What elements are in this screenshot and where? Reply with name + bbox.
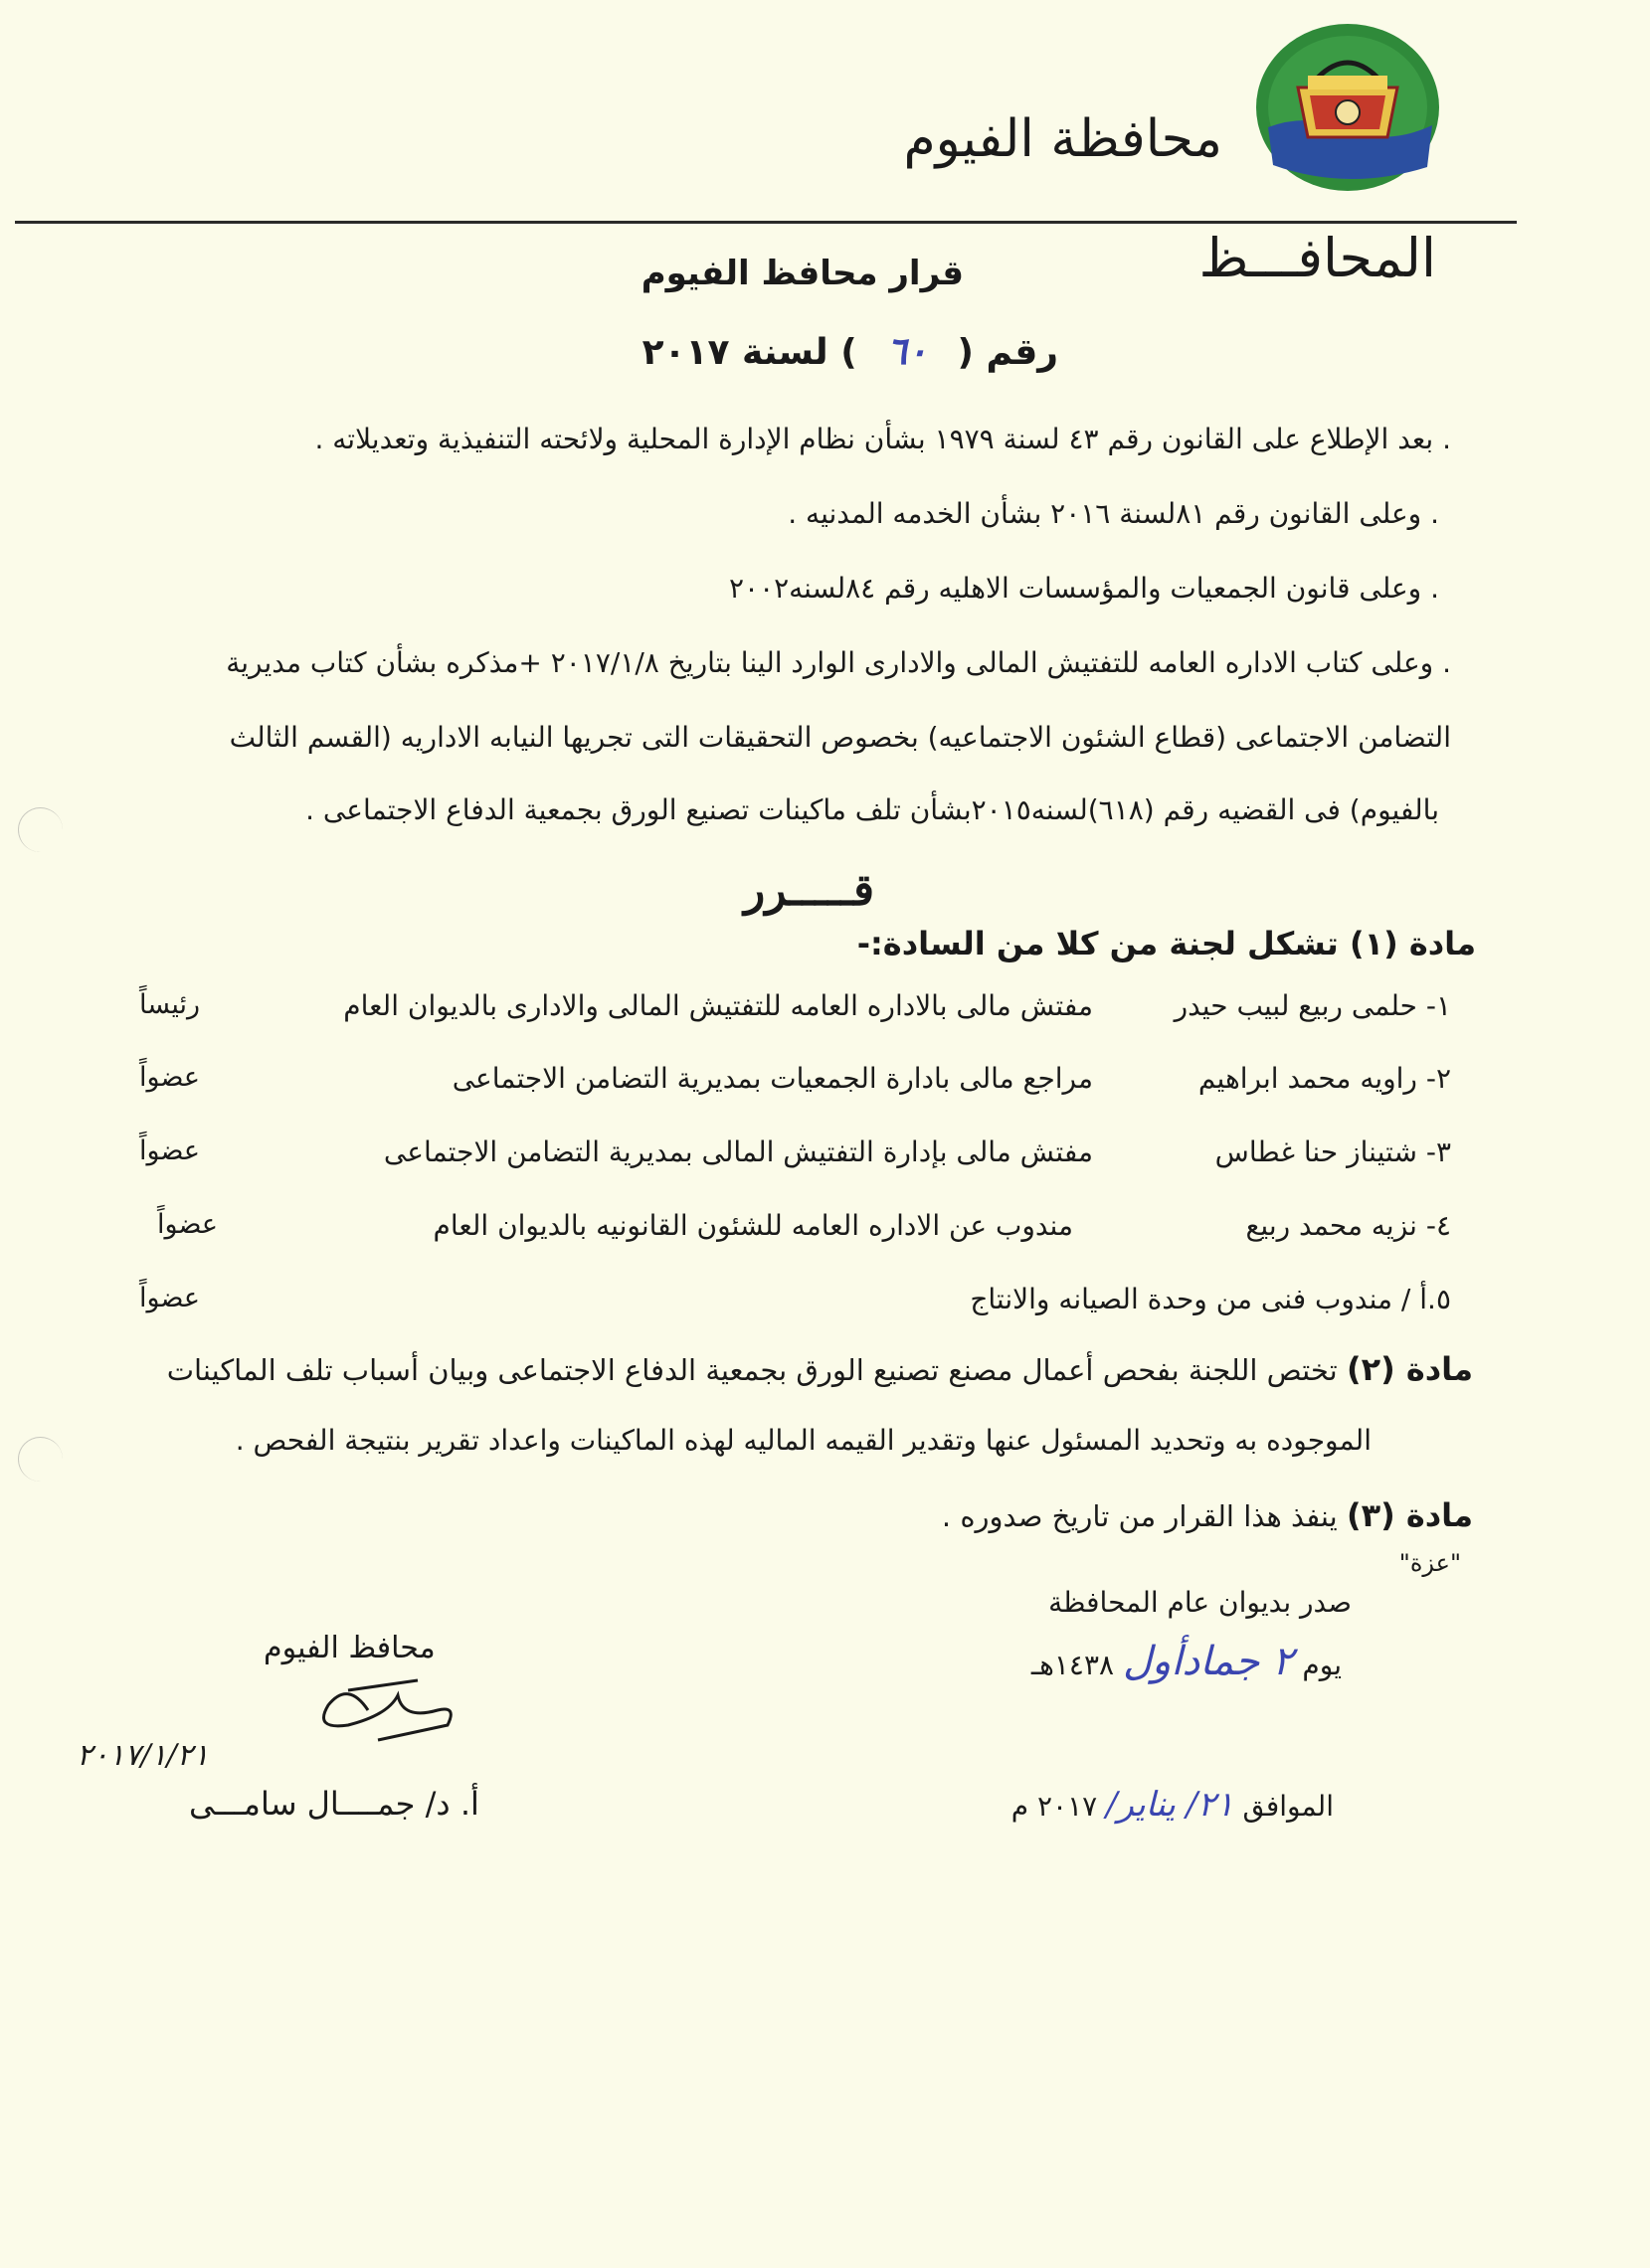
article-2-line-1 — [167, 1350, 1473, 1388]
reference-line: . بعد الإطلاع على القانون رقم ٤٣ لسنة ١٩٧٩ بشأن نظام الإدارة المحلية ولائحته التنفيذية وتعديلاته . — [314, 423, 1451, 455]
punch-hole — [18, 1437, 63, 1482]
corresponding-label: الموافق — [1242, 1790, 1334, 1823]
day-handwritten: ٢ جمادأول — [1122, 1639, 1294, 1684]
reference-line: . وعلى القانون رقم ٨١لسنة ٢٠١٦ بشأن الخدمه المدنيه . — [788, 497, 1439, 530]
member-status: عضواً — [157, 1209, 218, 1240]
governor-heading: المحافـــظ — [1198, 227, 1436, 289]
issuance-day — [1031, 1639, 1342, 1684]
member-name: ٢- راويه محمد ابراهيم — [1197, 1062, 1451, 1095]
article-3 — [942, 1496, 1473, 1534]
gregorian-year: ٢٠١٧ م — [1010, 1790, 1098, 1823]
corresponding-date — [1011, 1785, 1334, 1825]
article-1-heading: مادة (١) تشكل لجنة من كلا من السادة:- — [856, 925, 1476, 962]
decree-number — [642, 328, 1058, 373]
member-name: ١- حلمى ربيع لبيب حيدر — [1174, 989, 1451, 1022]
decree-number-prefix: رقم ( — [957, 332, 1058, 373]
member-status: عضواً — [139, 1135, 200, 1166]
reference-line: بالفيوم) فى القضيه رقم (٦١٨)لسنه٢٠١٥بشأن تلف ماكينات تصنيع الورق بجمعية الدفاع الاجتماعى . — [305, 793, 1439, 826]
governorate-name: محافظة الفيوم — [903, 109, 1222, 169]
article-2-label: مادة (٢) — [1346, 1350, 1473, 1388]
reference-line: التضامن الاجتماعى (قطاع الشئون الاجتماعيه) بخصوص التحقيقات التى تجريها النيابه الاداريه (القسم الثالث — [229, 721, 1451, 754]
typist-marker: "عزة" — [1398, 1549, 1461, 1577]
signatory-title: محافظ الفيوم — [264, 1631, 436, 1665]
member-status: عضواً — [139, 1283, 200, 1313]
punch-hole — [18, 807, 63, 852]
governorate-logo — [1248, 18, 1447, 197]
article-3-label: مادة (٣) — [1346, 1496, 1473, 1534]
member-status: عضواً — [139, 1062, 200, 1093]
issued-at: صدر بديوان عام المحافظة — [1048, 1586, 1352, 1619]
hijri-year: ١٤٣٨هـ — [1030, 1649, 1115, 1681]
member-role: مراجع مالى بادارة الجمعيات بمديرية التضامن الاجتماعى — [452, 1062, 1093, 1095]
member-name: ٥.أ / مندوب فنى من وحدة الصيانه والانتاج — [970, 1283, 1451, 1315]
header-divider — [15, 221, 1517, 224]
decree-number-handwritten: ٦٠ — [886, 328, 928, 373]
member-name: ٣- شتيناز حنا غطاس — [1214, 1135, 1451, 1168]
article-2-text: تختص اللجنة بفحص أعمال مصنع تصنيع الورق بجمعية الدفاع الاجتماعى وبيان أسباب تلف الماكينات — [166, 1353, 1338, 1387]
signature-date: ٢٠١٧/١/٢١ — [76, 1738, 209, 1773]
day-label: يوم — [1302, 1649, 1342, 1681]
decides-heading: قـــــرر — [743, 865, 874, 916]
reference-line: . وعلى قانون الجمعيات والمؤسسات الاهليه رقم ٨٤لسنه٢٠٠٢ — [728, 572, 1439, 605]
member-role: مفتش مالى بإدارة التفتيش المالى بمديرية التضامن الاجتماعى — [383, 1135, 1093, 1168]
member-name: ٤- نزيه محمد ربيع — [1245, 1209, 1451, 1242]
reference-line: . وعلى كتاب الاداره العامه للتفتيش المالى والادارى الوارد الينا بتاريخ ٢٠١٧/١/٨ +مذكره بشأن كتاب مديرية — [226, 646, 1451, 679]
signatory-name: أ. د/ جمــــال سامـــى — [189, 1785, 479, 1823]
decree-number-suffix: ) لسنة ٢٠١٧ — [642, 332, 857, 373]
member-status: رئيساً — [139, 989, 201, 1020]
decree-title: قرار محافظ الفيوم — [641, 254, 964, 293]
corresponding-handwritten: ٢١/ يناير/ — [1106, 1785, 1234, 1825]
signature-handwritten — [76, 1670, 477, 1780]
member-role: مندوب عن الاداره العامه للشئون القانونيه بالديوان العام — [433, 1209, 1073, 1242]
article-3-text: ينفذ هذا القرار من تاريخ صدوره . — [941, 1499, 1338, 1533]
member-role: مفتش مالى بالاداره العامه للتفتيش المالى والادارى بالديوان العام — [343, 989, 1093, 1022]
article-2-line-2: الموجوده به وتحديد المسئول عنها وتقدير القيمه الماليه لهذه الماكينات واعداد تقرير بنتيجة الفحص . — [235, 1424, 1372, 1457]
